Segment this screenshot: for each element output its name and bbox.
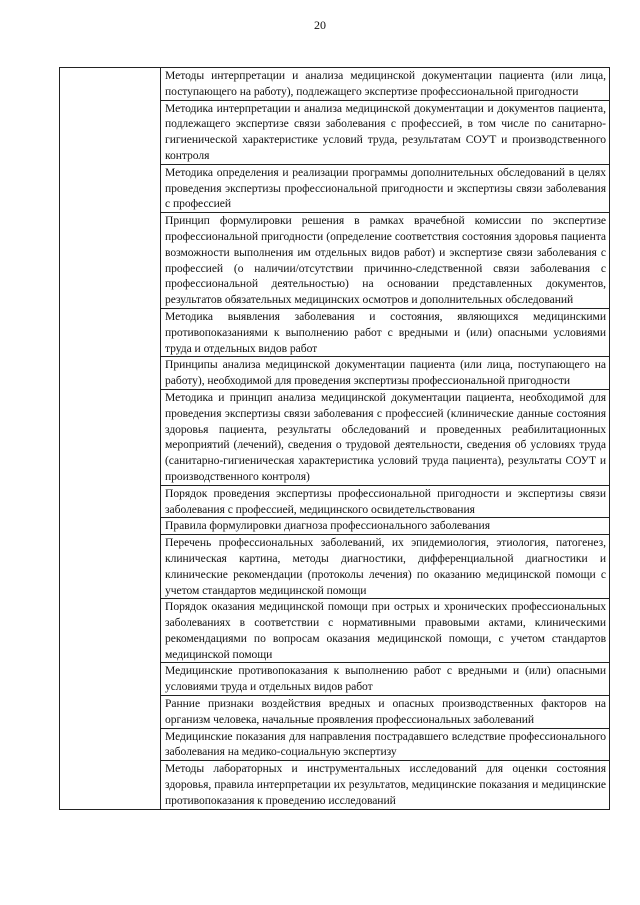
table-cell-text: Медицинские противопоказания к выполнению работ с вредными и (или) опасными условиями труда и отдельных видов работ — [161, 663, 610, 696]
table-cell-text: Методы интерпретации и анализа медицинской документации пациента (или лица, поступающего на работу), подлежащего экспертизе профессиональной пригодности — [161, 68, 610, 101]
table-cell-text: Методика и принцип анализа медицинской документации пациента, необходимой для проведения экспертизы связи заболевания с профессией (клинические данные состояния здоровья пациента, результаты обследований и проведенных реабилитационных мероприятий (лечений), сведения о трудовой деятельности, сведения об условиях труда (санитарно-гигиеническая характеристика условий труда пациента), результаты СОУТ и производственного контроля) — [161, 389, 610, 485]
table-body — [60, 68, 610, 810]
table-cell-text: Правила формулировки диагноза профессионального заболевания — [161, 518, 610, 535]
page-number: 20 — [314, 18, 326, 32]
table-cell-text: Ранние признаки воздействия вредных и опасных производственных факторов на организм человека, начальные проявления профессиональных заболеваний — [161, 696, 610, 729]
table-cell-text: Методика определения и реализации программы дополнительных обследований в целях проведения экспертизы профессиональной пригодности и экспертизы связи заболевания с профессией — [161, 164, 610, 212]
table-cell-text: Порядок проведения экспертизы профессиональной пригодности и экспертизы связи заболевания с профессией, медицинского освидетельствования — [161, 485, 610, 518]
table-cell-text: Перечень профессиональных заболеваний, их эпидемиология, этиология, патогенез, клиническая картина, методы диагностики, дифференциальной диагностики и клинические рекомендации (протоколы лечения) по оказанию медицинской помощи с учетом стандартов медицинской помощи — [161, 535, 610, 599]
table-cell-text: Принципы анализа медицинской документации пациента (или лица, поступающего на работу), необходимой для проведения экспертизы профессиональной пригодности — [161, 357, 610, 390]
table-row — [60, 68, 610, 101]
table-cell-text: Медицинские показания для направления пострадавшего вследствие профессионального заболевания на медико-социальную экспертизу — [161, 728, 610, 761]
table-cell-text: Принцип формулировки решения в рамках врачебной комиссии по экспертизе профессиональной пригодности (определение соответствия состояния здоровья пациента возможности выполнения им отдельных видов работ) и экспертизе связи заболевания с профессией (о наличии/отсутствии причинно-следственной связи заболевания с профессиональной деятельностью) на основании представленных документов, результатов обязательных медицинских осмотров и дополнительных обследований — [161, 213, 610, 309]
left-column-cell — [60, 68, 161, 810]
table-cell-text: Методика выявления заболевания и состояния, являющихся медицинскими противопоказаниями к выполнению работ с вредными и (или) опасными условиями труда и отдельных видов работ — [161, 308, 610, 356]
table-cell-text: Порядок оказания медицинской помощи при острых и хронических профессиональных заболеваниях в соответствии с нормативными правовыми актами, клиническими рекомендациями по вопросам оказания медицинской помощи, с учетом стандартов медицинской помощи — [161, 599, 610, 663]
knowledge-table — [59, 67, 610, 810]
table-cell-text: Методика интерпретации и анализа медицинской документации и документов пациента, подлежащего экспертизе связи заболевания с профессией, в том числе по санитарно-гигиенической характеристике условий труда, результатам СОУТ и производственного контроля — [161, 100, 610, 164]
table-cell-text: Методы лабораторных и инструментальных исследований для оценки состояния здоровья, правила интерпретации их результатов, медицинские показания и медицинские противопоказания к проведению исследований — [161, 761, 610, 809]
